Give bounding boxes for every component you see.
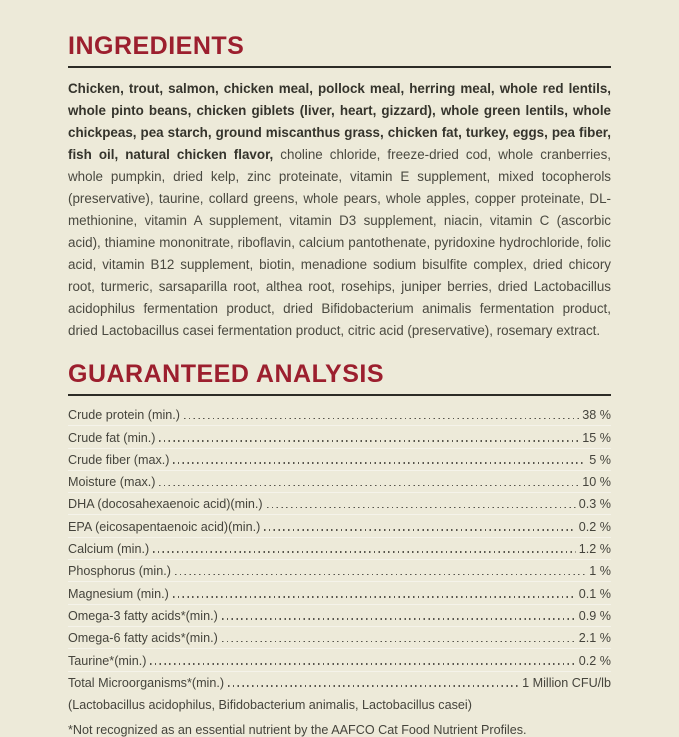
ingredients-primary-list: Chicken, trout, salmon, chicken meal, pollock meal, herring meal, whole red lentils, whole pinto beans, chicken giblets (liver, heart, gizzard), whole green lentils, whole chickpeas, pea starch, ground miscanthus grass, chicken fat, turkey, eggs, pea fiber, fish oil, natural chicken flavor,: [68, 81, 611, 162]
nutrient-value: 1.2 %: [578, 542, 611, 557]
table-row: [68, 448, 611, 470]
nutrient-value: 10 %: [582, 475, 611, 490]
dot-leader: [264, 529, 576, 531]
dot-leader: [173, 596, 576, 598]
dot-leader: [173, 462, 586, 464]
table-row: [68, 403, 611, 425]
nutrient-label: Crude fat (min.): [68, 430, 156, 445]
table-row: [68, 492, 611, 514]
nutrient-label: Moisture (max.): [68, 475, 156, 490]
table-row: [68, 470, 611, 492]
nutrient-label: DHA (docosahexaenoic acid)(min.): [68, 497, 263, 512]
guaranteed-analysis-section: [68, 361, 611, 737]
nutrient-value: 5 %: [589, 452, 611, 467]
nutrient-label: Total Microorganisms*(min.): [68, 675, 225, 690]
dot-leader: [267, 507, 576, 509]
nutrient-value: 0.2 %: [578, 653, 611, 668]
table-row: [68, 559, 611, 581]
dot-leader: [222, 641, 576, 643]
ingredients-section: [68, 33, 611, 342]
nutrient-value: 0.1 %: [578, 586, 611, 601]
table-row: [68, 604, 611, 626]
nutrient-label: Taurine*(min.): [68, 653, 147, 668]
guaranteed-analysis-table: [68, 403, 611, 715]
ingredients-title: INGREDIENTS: [68, 32, 245, 60]
nutrient-value: 2.1 %: [578, 631, 611, 646]
nutrient-value: 0.9 %: [578, 608, 611, 623]
dot-leader: [150, 663, 575, 665]
table-row: [68, 537, 611, 559]
nutrient-value: 0.2 %: [578, 519, 611, 534]
table-row: [68, 626, 611, 648]
dot-leader: [159, 440, 579, 442]
nutrient-value: 15 %: [582, 430, 611, 445]
nutrient-label: Magnesium (min.): [68, 586, 169, 601]
table-row: [68, 425, 611, 447]
guaranteed-analysis-title: GUARANTEED ANALYSIS: [68, 360, 385, 388]
nutrient-value: 38 %: [582, 408, 611, 423]
dot-leader: [159, 485, 579, 487]
nutrient-label: Crude protein (min.): [68, 408, 180, 423]
microorganisms-subnote: (Lactobacillus acidophilus, Bifidobacterium animalis, Lactobacillus casei): [68, 698, 472, 713]
aafco-footnote: *Not recognized as an essential nutrient by the AAFCO Cat Food Nutrient Profiles.: [68, 723, 527, 737]
nutrient-label: Calcium (min.): [68, 542, 150, 557]
nutrient-label: Omega-3 fatty acids*(min.): [68, 608, 218, 623]
ingredients-paragraph: [68, 78, 611, 342]
nutrient-label: Crude fiber (max.): [68, 452, 170, 467]
dot-leader: [228, 685, 519, 687]
table-row: [68, 671, 611, 693]
dot-leader: [222, 618, 576, 620]
nutrient-value: 1 %: [589, 564, 611, 579]
nutrient-label: Omega-6 fatty acids*(min.): [68, 631, 218, 646]
ingredients-secondary-list: choline chloride, freeze-dried cod, whole cranberries, whole pumpkin, dried kelp, zinc proteinate, vitamin E supplement, mixed tocopherols (preservative), taurine, collard greens, whole pears, whole apples, copper proteinate, DL-methionine, vitamin A supplement, vitamin D3 supplement, niacin, vitamin C (ascorbic acid), thiamine mononitrate, riboflavin, calcium pantothenate, pyridoxine hydrochloride, folic acid, vitamin B12 supplement, biotin, menadione sodium bisulfite complex, dried chicory root, turmeric, sarsaparilla root, althea root, rosehips, juniper berries, dried Lactobacillus acidophilus fermentation product, dried Bifidobacterium animalis fermentation product, dried Lactobacillus casei fermentation product, citric acid (preservative), rosemary extract.: [68, 147, 611, 338]
dot-leader: [153, 551, 576, 553]
table-row: [68, 514, 611, 536]
dot-leader: [175, 574, 586, 576]
nutrient-label: Phosphorus (min.): [68, 564, 171, 579]
nutrient-value: 1 Million CFU/lb: [522, 675, 611, 690]
nutrient-label: EPA (eicosapentaenoic acid)(min.): [68, 519, 261, 534]
table-row: [68, 648, 611, 670]
nutrient-value: 0.3 %: [578, 497, 611, 512]
dot-leader: [184, 418, 579, 420]
table-row: [68, 581, 611, 603]
guaranteed-analysis-title-rule: [68, 394, 611, 396]
ingredients-title-rule: [68, 66, 611, 68]
